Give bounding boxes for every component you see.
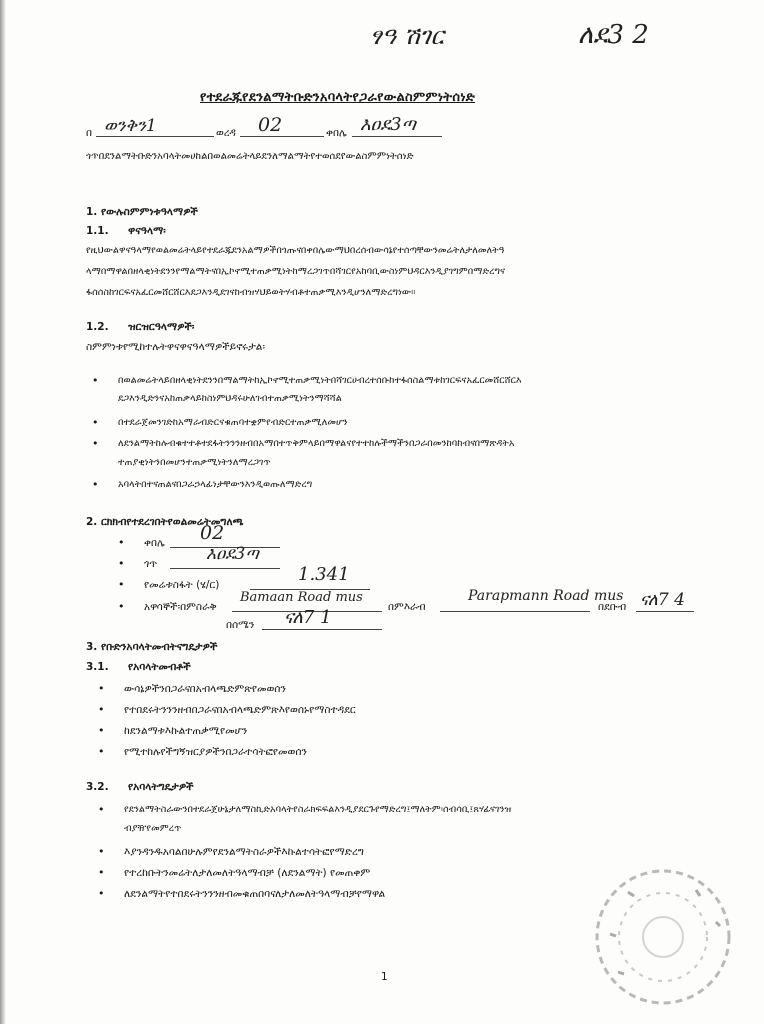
- label-wereda: ወረዳ: [216, 127, 236, 139]
- duty-item-1-cont: ብያዥየመምረጥ: [124, 823, 182, 834]
- adjacent-north-value: ናለ7 1: [284, 607, 332, 628]
- section32-title: የአባላትግዴታዎች: [128, 781, 194, 793]
- fill-line-wereda: [240, 136, 324, 137]
- objective-bullet-4: • አባላትበተናጠልናበጋራኃላፊነታቸውንእንዲወጡለማድረግ: [118, 478, 312, 492]
- adjacent-north-label: በሰሜን: [226, 619, 255, 631]
- objective-bullet-1: • በወልመሬትላይበዘላቂነትደንንበማልማትከኢኮኖሚተጠቃሚነትበሻገርሀብረተሰቡከተፋሰስልማቱከገርፍናአፈርመሸርሸርእ: [118, 374, 522, 388]
- adjacent-south-value: ናለ7 4: [640, 590, 685, 610]
- objective-bullet-3-cont: ተጠያቂነትንበመሆንተጠቃሚነትንለማረጋገጥ: [118, 457, 271, 468]
- objective-bullet-2: • በተደራጀመንገድከአማራብድርናቁጠባተቋምየብድርተጠቃሚለመሆን: [118, 416, 348, 430]
- section12-intro: ስምምነቱየሚከተሉትዋናዋናዓላማዎችይኖሩታል፡: [86, 341, 265, 353]
- adjacent-west-value: Parapmann Road mus: [468, 588, 624, 604]
- fill-line-land-got: [170, 568, 280, 569]
- page-number: 1: [381, 971, 388, 983]
- adjacent-east-value: Bamaan Road mus: [240, 590, 363, 605]
- fill-line-kebele: [352, 136, 442, 137]
- land-got-label: • ጎጥ: [144, 557, 157, 571]
- land-area-value: 1.341: [298, 564, 350, 585]
- right-item-2: • የተበደሩትንንንዘብበጋራናበአብላጫድምጽእየወሰኑየማስተዳደር: [124, 703, 356, 717]
- adjacent-west-label: በምእራብ: [388, 601, 426, 613]
- fill-line-b: [96, 136, 214, 137]
- right-item-4: • የሚተከሉየችግኝዝርያዎችንበጋራተሳትፎየመወሰን: [124, 745, 307, 759]
- land-got-value: እዐደ3ጣ: [206, 544, 259, 564]
- label-kebele: ቀበሌ: [326, 127, 347, 139]
- section31-number: 3.1.: [86, 661, 109, 673]
- intro-line2: ጎጥበደንልማትቡድንአባላትመሀከልበወልመሬትላይደንለማልማትየተወሰደየውልስምምነትሰነድ: [86, 151, 414, 162]
- intro-prefix: በ: [86, 127, 93, 139]
- right-item-1: • ውሳኔዎችንበጋራናበአብላጫድምጽየመወሰን: [124, 682, 286, 696]
- section2-heading: 2. ርክክብየተደረገበትየወልመሬትመግለጫ: [86, 516, 244, 528]
- section32-number: 3.2.: [86, 781, 109, 793]
- section12-number: 1.2.: [86, 321, 109, 333]
- section12-title: ዝርዝርዓላማዎች፡: [128, 321, 195, 333]
- land-area-label: • የመሬቱስፋት (ሄ/ር): [144, 578, 219, 592]
- duty-item-2: • እያንዳንዱአባልበሁሉምየደንልማትስራዎችእኩልተሳትፎየማድረግ: [124, 845, 364, 859]
- intro-value-kebele: እዐደ3ጣ: [360, 114, 416, 135]
- handwritten-note-left: ፃዓ ሽገር: [370, 22, 444, 50]
- handwritten-note-right: ለደ3 2: [578, 20, 649, 50]
- duty-item-3: • የተረከቡትንመሬትለታለመለትዓላማብቻ (ለደንልማት) የመጠቀም: [124, 866, 370, 880]
- official-stamp: [588, 862, 738, 1012]
- section11-paragraph-line1: የዚህውልዋናዓላማየወልመሬትላይየተደራጁደንአልማዎችበጎጡናበቀበሌውማህበረሰብውሳኔየተሰጣቸውንመሬትለታለመለትዓ: [86, 245, 505, 256]
- land-kebele-value: 02: [200, 522, 225, 544]
- section11-title: ዋናዓላማ፡: [128, 225, 166, 237]
- duty-item-4: • ለደንልማትየተበደሩትንንንዘብመቁጠበባናለታለመለትዓላማብቻየማዋል: [124, 887, 385, 901]
- intro-value-b: ወንቅን1: [104, 116, 157, 136]
- document-title: የተደራጁየደንልማትቡድንአባላትየጋራየውልስምምነትሰነድ: [200, 90, 476, 105]
- right-item-3: • ከደንልማቱእኩልተጠቃሚየመሆን: [124, 724, 247, 738]
- section31-title: የአባላትመብቶች: [128, 661, 191, 673]
- objective-bullet-3: • ለደንልማትከሉብቁተተቶተደፋትንንንዘብበአማበተጥቅምላይበማዋልናየተተከሉችማችንበጋራበመንከባከብናበማጽዳትአ: [118, 437, 515, 451]
- adjacent-label: • አዋሳኞች፡በምስራቅ: [144, 600, 217, 614]
- fill-line-north: [262, 629, 382, 630]
- section11-paragraph-line2: ላማበማዋልበዘላቂነትደንንየማልማትናበኢኮኖሚተጠቃሚነትከማረጋገጥበሻገርየአከባቢውስነምህዳርእንዲያገግምበማድረግና: [86, 266, 506, 277]
- section3-heading: 3. የቡድንአባላትመብትናግዴታዎች: [86, 641, 218, 653]
- objective-bullet-1-cont: ደጋእንዲድንናአከጠቃላይከስነምህዳሩሁለገብተጠቃሚነትንማሻሻል: [118, 393, 342, 404]
- section11-number: 1.1.: [86, 225, 109, 237]
- scan-edge-shadow: [0, 0, 6, 1024]
- duty-item-1: • የደንልማትስራውንበተደራጀሁኔታለማስኪድአባላትየስራክፍፍልእንዲያደርጉየማድረግ፤ማለትም፡ሰብሳቢ፤ጸሃፊናገንዝ: [124, 803, 511, 817]
- intro-value-wereda: 02: [258, 114, 283, 136]
- land-kebele-label: • ቀበሌ: [144, 536, 165, 550]
- adjacent-south-label: በደቡብ: [598, 601, 627, 613]
- section11-paragraph-line3: ፋሰሰስከገርፍናአፈርመሸርሸርእደጋእንዲደገናከብዝሃህይወትሃብቶተጠቃሚእንዲሆንለማድረግነው።: [86, 287, 416, 298]
- section1-heading: 1. የውሉስምምነቱዓላማዎች: [86, 206, 198, 218]
- fill-line-west: [440, 611, 590, 612]
- fill-line-south: [636, 611, 694, 612]
